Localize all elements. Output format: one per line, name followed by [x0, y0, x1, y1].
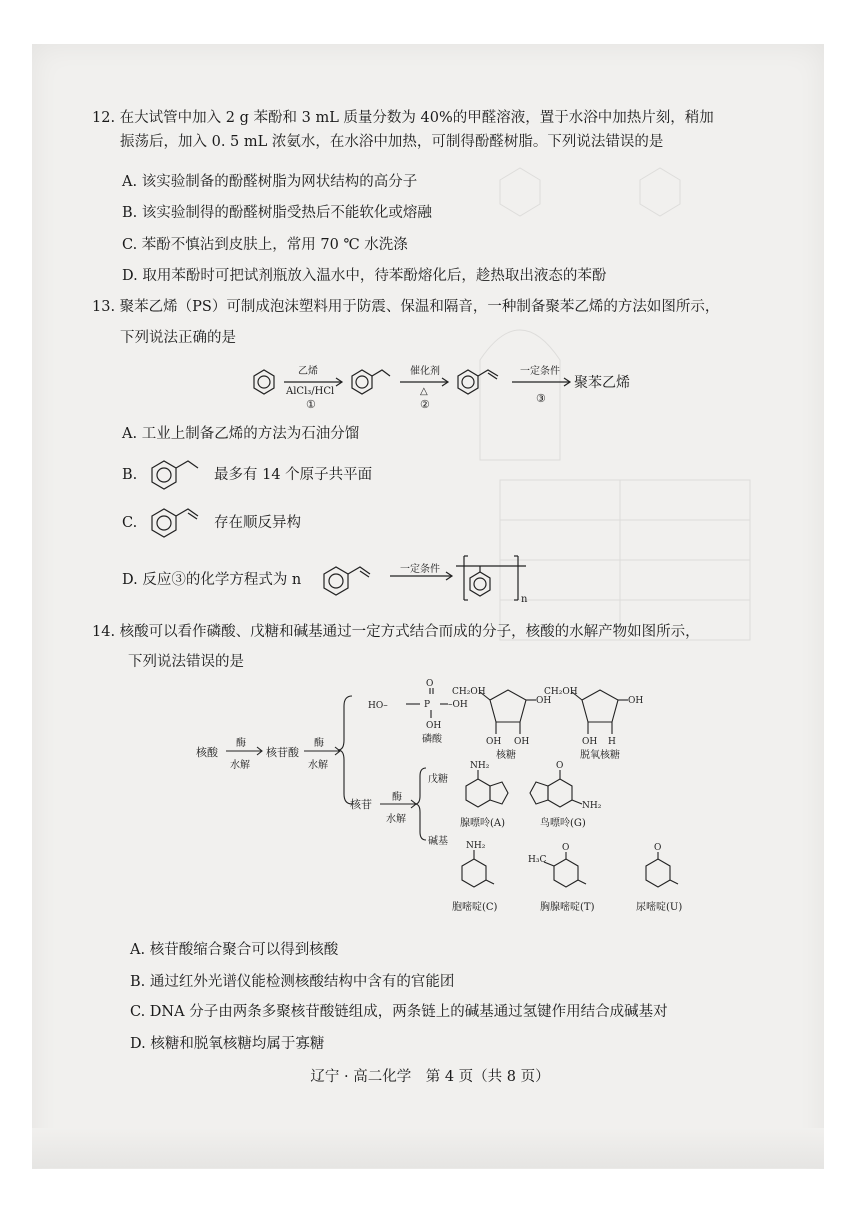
label-base: 碱基 [428, 836, 448, 847]
label-enzyme-3: 酶 [392, 792, 402, 803]
step3-number: ③ [536, 392, 546, 405]
step2-number: ② [420, 398, 430, 411]
page-footer: 辽宁 · 高二化学 第 4 页（共 8 页） [310, 1069, 550, 1085]
label-nucleotide: 核苷酸 [266, 746, 299, 759]
label-phosphoric-acid: 磷酸 [422, 734, 442, 745]
svg-text:–OH: –OH [448, 700, 468, 710]
svg-text:OH: OH [582, 737, 598, 747]
ethylbenzene-structure [146, 456, 210, 492]
svg-text:P: P [424, 700, 431, 710]
step3-condition: 一定条件 [520, 366, 560, 377]
q14-stem-line1: 14. 核酸可以看作磷酸、戊糖和碱基通过一定方式结合而成的分子，核酸的水解产物如图所示， [92, 624, 700, 640]
label-guanine: 鸟嘌呤(G) [540, 818, 586, 829]
q14-option-a: A. 核苷酸缩合聚合可以得到核酸 [130, 942, 339, 958]
svg-text:HO–: HO– [368, 701, 388, 711]
q13-option-b-prefix: B. [122, 467, 138, 483]
svg-text:NH₂: NH₂ [582, 801, 602, 811]
d-subscript-n: n [521, 594, 528, 605]
label-pentose: 戊糖 [428, 774, 448, 785]
q12-stem-line2: 振荡后，加入 0. 5 mL 浓氨水，在水浴中加热，可制得酚醛树脂。下列说法错误的是 [120, 134, 664, 150]
q13-stem-line1: 13. 聚苯乙烯（PS）可制成泡沫塑料用于防震、保温和隔音，一种制备聚苯乙烯的方法如图所示， [92, 299, 720, 315]
svg-text:OH: OH [536, 696, 552, 706]
label-enzyme-1: 酶 [236, 738, 246, 749]
q12-option-c: C. 苯酚不慎沾到皮肤上，常用 70 ℃ 水洗涤 [122, 237, 408, 253]
label-nucleoside: 核苷 [350, 798, 372, 811]
polymerization-equation [318, 550, 568, 606]
step1-reagent: 乙烯 [298, 366, 318, 377]
label-thymine: 胸腺嘧啶(T) [540, 902, 595, 913]
svg-text:H₃C: H₃C [528, 855, 547, 865]
step1-catalyst: AlCl₃/HCl [286, 386, 335, 397]
q13-option-c-prefix: C. [122, 515, 138, 531]
svg-text:OH: OH [426, 721, 442, 731]
q13-option-c-text: 存在顺反异构 [214, 515, 301, 531]
q14-stem-line2: 下列说法错误的是 [128, 654, 244, 670]
svg-text:OH: OH [486, 737, 502, 747]
svg-text:OH: OH [514, 737, 530, 747]
d-condition: 一定条件 [400, 564, 440, 575]
page-edge [32, 1128, 824, 1168]
label-ribose: 核糖 [496, 750, 516, 761]
label-deoxyribose: 脱氧核糖 [580, 750, 620, 761]
step2-reagent: 催化剂 [410, 366, 440, 377]
svg-text:CH₂OH: CH₂OH [544, 687, 578, 697]
styrene-structure [146, 504, 210, 540]
svg-text:NH₂: NH₂ [470, 761, 490, 771]
label-uracil: 尿嘧啶(U) [636, 902, 683, 913]
q13-stem-line2: 下列说法正确的是 [120, 330, 236, 346]
q12-option-d: D. 取用苯酚时可把试剂瓶放入温水中，待苯酚熔化后，趁热取出液态的苯酚 [122, 268, 607, 284]
label-nucleic-acid: 核酸 [196, 746, 218, 759]
q13-option-b-text: 最多有 14 个原子共平面 [214, 467, 373, 483]
label-hydrolysis-2: 水解 [308, 760, 328, 771]
label-enzyme-2: 酶 [314, 738, 324, 749]
svg-text:H: H [608, 737, 616, 747]
product-label: 聚苯乙烯 [574, 375, 630, 391]
svg-text:OH: OH [628, 696, 644, 706]
svg-text:O: O [556, 761, 564, 771]
q14-option-b: B. 通过红外光谱仪能检测核酸结构中含有的官能团 [130, 974, 455, 990]
q12-stem-line1: 12. 在大试管中加入 2 g 苯酚和 3 mL 质量分数为 40%的甲醛溶液，置于水浴中加热片刻，稍加 [92, 110, 714, 126]
svg-text:O: O [562, 843, 570, 853]
svg-text:O: O [426, 679, 434, 689]
q14-hydrolysis-scheme [190, 676, 750, 936]
svg-text:CH₂OH: CH₂OH [452, 687, 486, 697]
label-hydrolysis-3: 水解 [386, 814, 406, 825]
step1-number: ① [306, 398, 316, 411]
label-adenine: 腺嘌呤(A) [460, 818, 506, 829]
q12-option-a: A. 该实验制备的酚醛树脂为网状结构的高分子 [122, 174, 418, 190]
q13-option-a: A. 工业上制备乙烯的方法为石油分馏 [122, 426, 360, 442]
q13-option-d-prefix: D. 反应③的化学方程式为 n [122, 572, 302, 588]
label-hydrolysis-1: 水解 [230, 760, 250, 771]
svg-text:NH₂: NH₂ [466, 841, 486, 851]
q12-option-b: B. 该实验制得的酚醛树脂受热后不能软化或熔融 [122, 205, 432, 221]
step2-heat: △ [420, 386, 428, 397]
q13-reaction-scheme [240, 356, 680, 412]
label-cytosine: 胞嘧啶(C) [452, 902, 498, 913]
benzene-ring [254, 370, 274, 394]
q14-option-d: D. 核糖和脱氧核糖均属于寡糖 [130, 1036, 325, 1052]
svg-text:O: O [654, 843, 662, 853]
q14-option-c: C. DNA 分子由两条多聚核苷酸链组成，两条链上的碱基通过氢键作用结合成碱基对 [130, 1004, 668, 1020]
